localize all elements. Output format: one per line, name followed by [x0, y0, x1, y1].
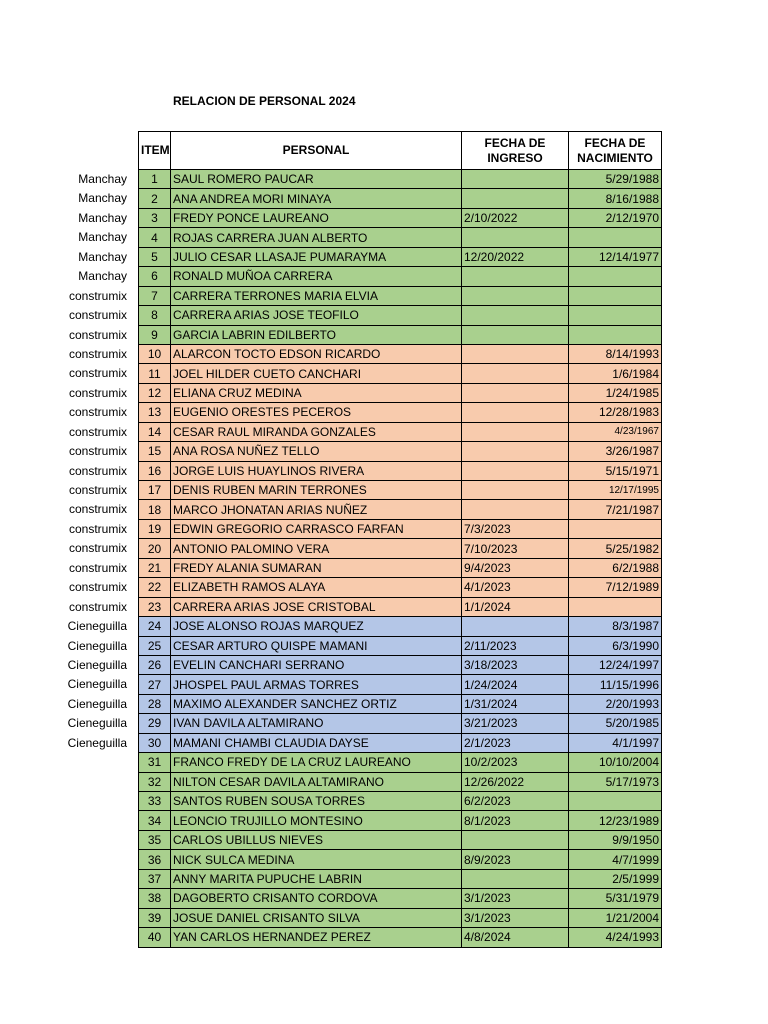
table-row	[139, 889, 662, 908]
table-row	[139, 247, 662, 266]
item-cell: 21	[139, 558, 171, 577]
fecha-nacimiento-cell: 7/12/1989	[569, 578, 662, 597]
fecha-nacimiento-cell	[569, 267, 662, 286]
item-cell: 24	[139, 617, 171, 636]
item-cell: 39	[139, 908, 171, 927]
fecha-ingreso-cell	[462, 500, 569, 519]
name-cell: MAXIMO ALEXANDER SANCHEZ ORTIZ	[171, 694, 462, 713]
site-label: Manchay	[78, 172, 127, 186]
fecha-nacimiento-cell: 1/6/1984	[569, 364, 662, 383]
name-cell: MARCO JHONATAN ARIAS NUÑEZ	[171, 500, 462, 519]
name-cell: ALARCON TOCTO EDSON RICARDO	[171, 344, 462, 363]
table-row	[139, 189, 662, 208]
fecha-nacimiento-cell: 2/5/1999	[569, 869, 662, 888]
fecha-nacimiento-cell: 1/21/2004	[569, 908, 662, 927]
table-row	[139, 753, 662, 772]
name-cell: EVELIN CANCHARI SERRANO	[171, 655, 462, 674]
name-cell: SANTOS RUBEN SOUSA TORRES	[171, 792, 462, 811]
site-label: construmix	[68, 346, 127, 361]
fecha-nacimiento-cell: 6/2/1988	[569, 558, 662, 577]
item-cell: 37	[139, 869, 171, 888]
table-row	[139, 908, 662, 927]
fecha-ingreso-cell	[462, 344, 569, 363]
fecha-nacimiento-cell: 12/14/1977	[569, 247, 662, 266]
table-row	[139, 267, 662, 286]
name-cell: JHOSPEL PAUL ARMAS TORRES	[171, 675, 462, 694]
fecha-ingreso-cell: 1/1/2024	[462, 597, 569, 616]
name-cell: ELIANA CRUZ MEDINA	[171, 383, 462, 402]
table-row	[139, 500, 662, 519]
item-cell: 36	[139, 850, 171, 869]
item-cell: 2	[139, 189, 171, 208]
name-cell: FREDY PONCE LAUREANO	[171, 208, 462, 227]
fecha-nacimiento-cell: 5/29/1988	[569, 170, 662, 189]
site-label	[0, 792, 135, 811]
item-cell: 6	[139, 267, 171, 286]
table-row	[139, 850, 662, 869]
site-label: construmix	[68, 385, 127, 400]
site-label: construmix	[68, 599, 127, 614]
name-cell: SAUL ROMERO PAUCAR	[171, 170, 462, 189]
fecha-ingreso-cell	[462, 442, 569, 461]
table-row	[139, 792, 662, 811]
item-cell: 34	[139, 811, 171, 830]
fecha-ingreso-cell: 2/11/2023	[462, 636, 569, 655]
name-cell: ANA ROSA NUÑEZ TELLO	[171, 442, 462, 461]
table-row	[139, 597, 662, 616]
fecha-ingreso-cell: 8/1/2023	[462, 811, 569, 830]
fecha-nacimiento-cell: 5/31/1979	[569, 889, 662, 908]
fecha-ingreso-cell: 4/1/2023	[462, 578, 569, 597]
item-cell: 12	[139, 383, 171, 402]
item-cell: 8	[139, 306, 171, 325]
header-fecha-nacimiento: FECHA DE NACIMIENTO	[569, 132, 662, 170]
site-label: Cieneguilla	[67, 716, 127, 731]
site-label: Cieneguilla	[67, 657, 127, 672]
item-cell: 38	[139, 889, 171, 908]
table-row	[139, 170, 662, 189]
table-row	[139, 694, 662, 713]
table-row	[139, 228, 662, 247]
fecha-ingreso-cell: 3/18/2023	[462, 655, 569, 674]
fecha-ingreso-cell	[462, 267, 569, 286]
name-cell: GARCIA LABRIN EDILBERTO	[171, 325, 462, 344]
name-cell: CARRERA TERRONES MARIA ELVIA	[171, 286, 462, 305]
site-label	[0, 753, 135, 772]
fecha-nacimiento-cell: 3/26/1987	[569, 442, 662, 461]
site-label: Cieneguilla	[67, 638, 127, 653]
fecha-ingreso-cell: 9/4/2023	[462, 558, 569, 577]
table-row	[139, 655, 662, 674]
page-title: RELACION DE PERSONAL 2024	[173, 94, 356, 108]
table-row	[139, 422, 662, 441]
site-label	[0, 773, 135, 792]
site-label: construmix	[68, 521, 127, 536]
site-label	[0, 850, 135, 869]
fecha-ingreso-cell: 3/1/2023	[462, 908, 569, 927]
site-label: construmix	[68, 308, 127, 323]
item-cell: 7	[139, 286, 171, 305]
fecha-ingreso-cell: 2/1/2023	[462, 733, 569, 752]
name-cell: CESAR RAUL MIRANDA GONZALES	[171, 422, 462, 441]
fecha-ingreso-cell	[462, 364, 569, 383]
header-fecha-ingreso: FECHA DE INGRESO	[462, 132, 569, 170]
table-row	[139, 928, 662, 947]
fecha-nacimiento-cell: 12/17/1995	[569, 481, 662, 500]
fecha-ingreso-cell: 1/31/2024	[462, 694, 569, 713]
item-cell: 35	[139, 830, 171, 849]
site-label: construmix	[68, 502, 127, 517]
fecha-nacimiento-cell: 6/3/1990	[569, 636, 662, 655]
fecha-ingreso-cell: 3/21/2023	[462, 714, 569, 733]
fecha-nacimiento-cell: 8/16/1988	[569, 189, 662, 208]
fecha-nacimiento-cell	[569, 286, 662, 305]
name-cell: CARRERA ARIAS JOSE CRISTOBAL	[171, 597, 462, 616]
site-label	[0, 831, 135, 850]
name-cell: JORGE LUIS HUAYLINOS RIVERA	[171, 461, 462, 480]
site-label: Cieneguilla	[67, 677, 127, 692]
name-cell: NICK SULCA MEDINA	[171, 850, 462, 869]
fecha-ingreso-cell	[462, 461, 569, 480]
fecha-nacimiento-cell: 5/17/1973	[569, 772, 662, 791]
table-row	[139, 675, 662, 694]
fecha-nacimiento-cell: 4/1/1997	[569, 733, 662, 752]
header-item: ITEM	[139, 132, 171, 170]
table-row	[139, 714, 662, 733]
fecha-ingreso-cell: 10/2/2023	[462, 753, 569, 772]
item-cell: 13	[139, 403, 171, 422]
fecha-nacimiento-cell: 12/24/1997	[569, 655, 662, 674]
table-row	[139, 403, 662, 422]
item-cell: 19	[139, 519, 171, 538]
table-row	[139, 617, 662, 636]
item-cell: 31	[139, 753, 171, 772]
fecha-ingreso-cell	[462, 286, 569, 305]
item-cell: 1	[139, 170, 171, 189]
table-row	[139, 306, 662, 325]
fecha-nacimiento-cell: 10/10/2004	[569, 753, 662, 772]
fecha-ingreso-cell	[462, 617, 569, 636]
fecha-ingreso-cell: 6/2/2023	[462, 792, 569, 811]
fecha-ingreso-cell: 12/20/2022	[462, 247, 569, 266]
fecha-nacimiento-cell: 5/25/1982	[569, 539, 662, 558]
site-label	[0, 909, 135, 928]
table-row	[139, 830, 662, 849]
fecha-nacimiento-cell: 4/24/1993	[569, 928, 662, 947]
fecha-nacimiento-cell	[569, 597, 662, 616]
name-cell: IVAN DAVILA ALTAMIRANO	[171, 714, 462, 733]
name-cell: ANTONIO PALOMINO VERA	[171, 539, 462, 558]
table-row	[139, 286, 662, 305]
table-row	[139, 772, 662, 791]
name-cell: CARLOS UBILLUS NIEVES	[171, 830, 462, 849]
table-body	[139, 170, 662, 948]
site-label: Cieneguilla	[67, 619, 127, 634]
site-label: construmix	[68, 327, 127, 342]
fecha-ingreso-cell	[462, 189, 569, 208]
table-row	[139, 869, 662, 888]
item-cell: 30	[139, 733, 171, 752]
fecha-ingreso-cell	[462, 170, 569, 189]
fecha-nacimiento-cell: 8/3/1987	[569, 617, 662, 636]
item-cell: 33	[139, 792, 171, 811]
site-label	[0, 811, 135, 830]
fecha-ingreso-cell	[462, 325, 569, 344]
fecha-nacimiento-cell	[569, 792, 662, 811]
table-row	[139, 481, 662, 500]
fecha-ingreso-cell: 8/9/2023	[462, 850, 569, 869]
site-label	[0, 928, 135, 947]
name-cell: JULIO CESAR LLASAJE PUMARAYMA	[171, 247, 462, 266]
item-cell: 14	[139, 422, 171, 441]
item-cell: 4	[139, 228, 171, 247]
item-cell: 5	[139, 247, 171, 266]
site-label: Manchay	[78, 191, 127, 206]
site-label: Manchay	[78, 269, 127, 284]
name-cell: JOSUE DANIEL CRISANTO SILVA	[171, 908, 462, 927]
fecha-nacimiento-cell	[569, 519, 662, 538]
site-label: construmix	[68, 463, 127, 478]
fecha-ingreso-cell: 7/10/2023	[462, 539, 569, 558]
fecha-nacimiento-cell: 5/20/1985	[569, 714, 662, 733]
item-cell: 26	[139, 655, 171, 674]
fecha-nacimiento-cell: 5/15/1971	[569, 461, 662, 480]
fecha-ingreso-cell: 12/26/2022	[462, 772, 569, 791]
name-cell: DAGOBERTO CRISANTO CORDOVA	[171, 889, 462, 908]
fecha-nacimiento-cell	[569, 306, 662, 325]
name-cell: FREDY ALANIA SUMARAN	[171, 558, 462, 577]
item-cell: 3	[139, 208, 171, 227]
site-label	[0, 870, 135, 889]
table-row	[139, 519, 662, 538]
item-cell: 18	[139, 500, 171, 519]
personnel-table	[138, 131, 662, 948]
site-label: construmix	[68, 366, 127, 381]
table-row	[139, 578, 662, 597]
site-label: Cieneguilla	[67, 696, 127, 711]
item-cell: 23	[139, 597, 171, 616]
table-row	[139, 208, 662, 227]
table-row	[139, 558, 662, 577]
item-cell: 40	[139, 928, 171, 947]
fecha-nacimiento-cell	[569, 325, 662, 344]
fecha-nacimiento-cell: 4/7/1999	[569, 850, 662, 869]
name-cell: EUGENIO ORESTES PECEROS	[171, 403, 462, 422]
name-cell: CESAR ARTURO QUISPE MAMANI	[171, 636, 462, 655]
table-row	[139, 383, 662, 402]
fecha-ingreso-cell	[462, 481, 569, 500]
site-label: construmix	[68, 288, 127, 303]
fecha-nacimiento-cell: 2/20/1993	[569, 694, 662, 713]
name-cell: MAMANI CHAMBI CLAUDIA DAYSE	[171, 733, 462, 752]
table-row	[139, 539, 662, 558]
table-row	[139, 442, 662, 461]
fecha-ingreso-cell	[462, 830, 569, 849]
table-row	[139, 636, 662, 655]
name-cell: CARRERA ARIAS JOSE TEOFILO	[171, 306, 462, 325]
table-row	[139, 325, 662, 344]
table-row	[139, 811, 662, 830]
name-cell: EDWIN GREGORIO CARRASCO FARFAN	[171, 519, 462, 538]
item-cell: 11	[139, 364, 171, 383]
site-label: Manchay	[78, 249, 127, 264]
fecha-ingreso-cell: 1/24/2024	[462, 675, 569, 694]
fecha-ingreso-cell: 3/1/2023	[462, 889, 569, 908]
fecha-ingreso-cell: 7/3/2023	[462, 519, 569, 538]
item-cell: 17	[139, 481, 171, 500]
site-label: construmix	[68, 541, 127, 556]
fecha-ingreso-cell	[462, 869, 569, 888]
item-cell: 27	[139, 675, 171, 694]
site-label: Cieneguilla	[67, 735, 127, 750]
fecha-nacimiento-cell: 2/12/1970	[569, 208, 662, 227]
name-cell: JOEL HILDER CUETO CANCHARI	[171, 364, 462, 383]
header-personal: PERSONAL	[171, 132, 462, 170]
name-cell: RONALD MUÑOA CARRERA	[171, 267, 462, 286]
site-label: Manchay	[78, 230, 127, 245]
fecha-nacimiento-cell: 11/15/1996	[569, 675, 662, 694]
name-cell: ELIZABETH RAMOS ALAYA	[171, 578, 462, 597]
site-label: construmix	[68, 483, 127, 497]
item-cell: 28	[139, 694, 171, 713]
fecha-nacimiento-cell: 8/14/1993	[569, 344, 662, 363]
item-cell: 15	[139, 442, 171, 461]
table-row	[139, 461, 662, 480]
name-cell: ROJAS CARRERA JUAN ALBERTO	[171, 228, 462, 247]
name-cell: LEONCIO TRUJILLO MONTESINO	[171, 811, 462, 830]
fecha-nacimiento-cell: 4/23/1967	[569, 422, 662, 441]
fecha-ingreso-cell: 4/8/2024	[462, 928, 569, 947]
fecha-ingreso-cell	[462, 383, 569, 402]
fecha-nacimiento-cell: 9/9/1950	[569, 830, 662, 849]
name-cell: YAN CARLOS HERNANDEZ PEREZ	[171, 928, 462, 947]
item-cell: 25	[139, 636, 171, 655]
item-cell: 20	[139, 539, 171, 558]
site-label	[0, 889, 135, 908]
fecha-nacimiento-cell: 12/28/1983	[569, 403, 662, 422]
fecha-nacimiento-cell: 7/21/1987	[569, 500, 662, 519]
site-label: construmix	[68, 580, 127, 595]
site-label: construmix	[68, 560, 127, 575]
site-label: construmix	[68, 424, 127, 439]
fecha-ingreso-cell	[462, 228, 569, 247]
fecha-ingreso-cell	[462, 422, 569, 441]
site-label: Manchay	[78, 210, 127, 225]
site-label: construmix	[68, 405, 127, 420]
fecha-ingreso-cell: 2/10/2022	[462, 208, 569, 227]
item-cell: 22	[139, 578, 171, 597]
fecha-nacimiento-cell: 12/23/1989	[569, 811, 662, 830]
name-cell: NILTON CESAR DAVILA ALTAMIRANO	[171, 772, 462, 791]
table-row	[139, 733, 662, 752]
site-label: construmix	[68, 444, 127, 459]
name-cell: FRANCO FREDY DE LA CRUZ LAUREANO	[171, 753, 462, 772]
table-row	[139, 344, 662, 363]
item-cell: 16	[139, 461, 171, 480]
item-cell: 29	[139, 714, 171, 733]
fecha-ingreso-cell	[462, 306, 569, 325]
name-cell: JOSE ALONSO ROJAS MARQUEZ	[171, 617, 462, 636]
item-cell: 10	[139, 344, 171, 363]
item-cell: 9	[139, 325, 171, 344]
name-cell: DENIS RUBEN MARIN TERRONES	[171, 481, 462, 500]
fecha-ingreso-cell	[462, 403, 569, 422]
fecha-nacimiento-cell: 1/24/1985	[569, 383, 662, 402]
item-cell: 32	[139, 772, 171, 791]
name-cell: ANNY MARITA PUPUCHE LABRIN	[171, 869, 462, 888]
fecha-nacimiento-cell	[569, 228, 662, 247]
site-labels	[0, 170, 135, 948]
table-row	[139, 364, 662, 383]
name-cell: ANA ANDREA MORI MINAYA	[171, 189, 462, 208]
